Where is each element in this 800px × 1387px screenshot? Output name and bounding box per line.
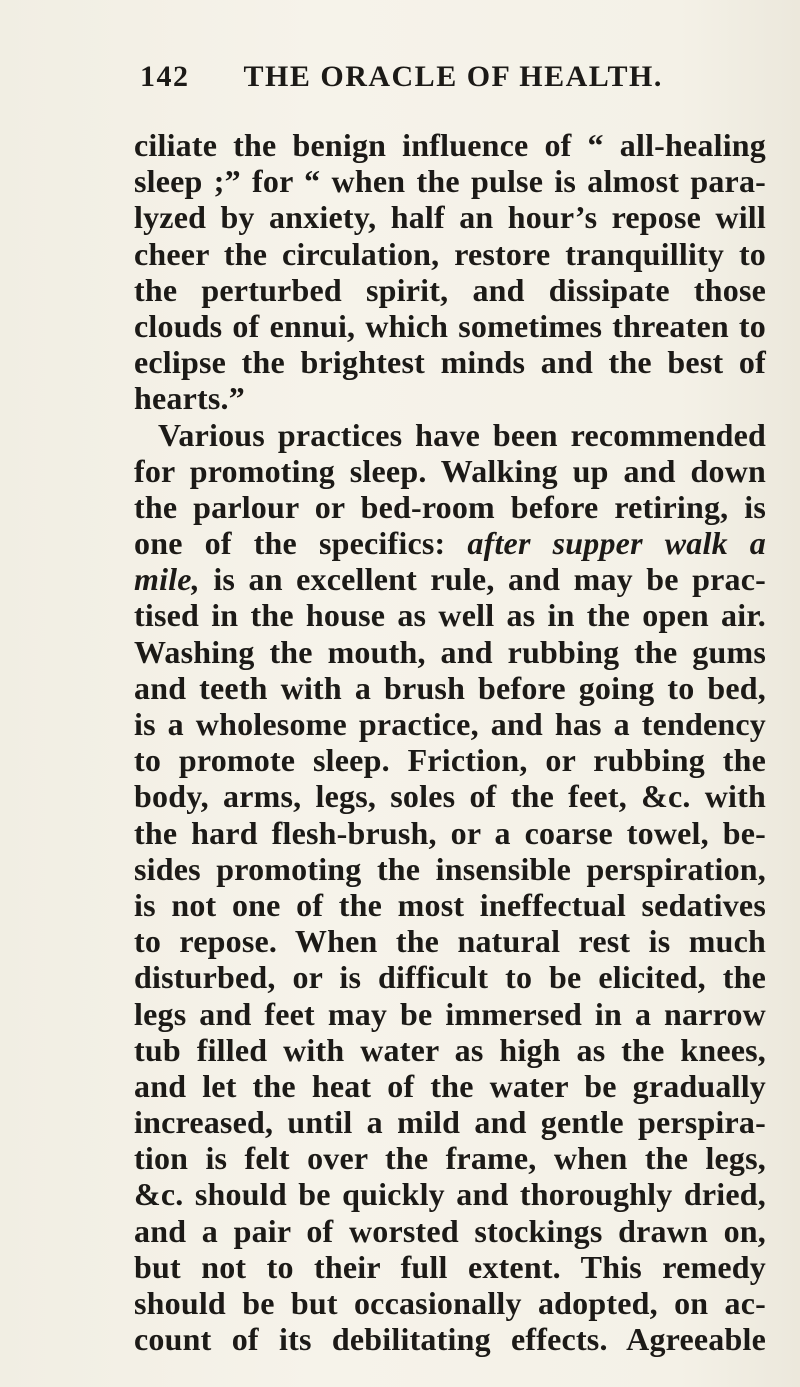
text-segment: one of the specifics: (134, 525, 468, 562)
text-line: for promoting sleep. Walking up and down (134, 452, 766, 489)
running-title: THE ORACLE OF HEALTH. (243, 60, 663, 93)
text-line: tub filled with water as high as the knees, (134, 1031, 766, 1068)
text-line: disturbed, or is difficult to be elicited, the (134, 959, 766, 996)
text-line: Washing the mouth, and rubbing the gums (134, 633, 766, 670)
text-line: to promote sleep. Friction, or rubbing the (134, 742, 766, 779)
italic-phrase: after supper walk a (467, 525, 766, 562)
italic-phrase: mile, (134, 561, 200, 598)
text-line: to repose. When the natural rest is much (134, 923, 766, 960)
text-line: count of its debilitating effects. Agreeable (134, 1321, 766, 1358)
text-line: body, arms, legs, soles of the feet, &c. with (134, 778, 766, 815)
text-line: the parlour or bed-room before retiring, is (134, 488, 766, 525)
text-line: is a wholesome practice, and has a tendency (134, 706, 766, 742)
text-line: but not to their full extent. This remedy (134, 1248, 766, 1285)
text-line: hearts.” (134, 380, 245, 417)
text-line: and teeth with a brush before going to bed, (134, 669, 766, 706)
text-line: and let the heat of the water be gradually (134, 1067, 766, 1104)
text-line: sleep ;” for “ when the pulse is almost para- (134, 163, 766, 200)
text-line: eclipse the brightest minds and the best of (134, 344, 766, 381)
text-line: Various practices have been recommended (158, 416, 766, 453)
body-text (134, 127, 766, 1357)
text-line: ciliate the benign influence of “ all-healing (134, 127, 766, 163)
text-line: increased, until a mild and gentle perspira- (134, 1104, 766, 1141)
text-line: &c. should be quickly and thoroughly dried, (134, 1176, 766, 1213)
text-line: the hard flesh-brush, or a coarse towel, be- (134, 814, 766, 851)
text-line-mixed (134, 525, 766, 561)
text-line: clouds of ennui, which sometimes threaten to (134, 307, 766, 344)
text-line: tion is felt over the frame, when the legs, (134, 1140, 766, 1177)
text-line: is not one of the most ineffectual sedatives (134, 886, 766, 923)
text-line: lyzed by anxiety, half an hour’s repose will (134, 199, 766, 236)
text-line-mixed (134, 561, 766, 597)
text-line: sides promoting the insensible perspiration, (134, 850, 766, 887)
text-line: cheer the circulation, restore tranquillity to (134, 235, 766, 272)
running-head (140, 60, 780, 100)
text-segment: is an excellent rule, and may be prac- (199, 561, 766, 598)
text-line: should be but occasionally adopted, on ac- (134, 1285, 766, 1321)
page-number: 142 (140, 60, 190, 93)
text-line: the perturbed spirit, and dissipate those (134, 271, 766, 308)
text-line: tised in the house as well as in the open air. (134, 597, 766, 634)
text-line: legs and feet may be immersed in a narrow (134, 995, 766, 1032)
text-line: and a pair of worsted stockings drawn on, (134, 1212, 766, 1249)
